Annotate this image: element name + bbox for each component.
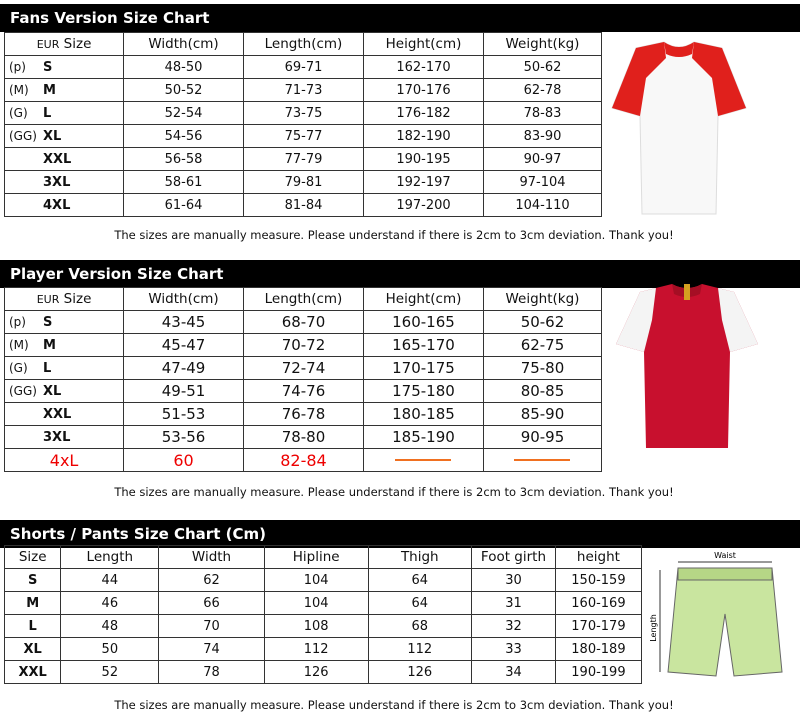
shorts-cell: 112 [368,638,472,661]
size-cell: (GG) XL [5,125,124,148]
weight-cell: 85-90 [483,403,601,426]
table-row [5,56,602,79]
size-cell: (p) S [5,56,124,79]
width-cell: 43-45 [124,311,244,334]
weight-cell: 62-75 [483,334,601,357]
player-title-bar: Player Version Size Chart [0,260,800,288]
fans-header-row [5,33,602,56]
shorts-cell: 78 [159,661,265,684]
size-cell: (G) L [5,357,124,380]
weight-cell: 62-78 [483,79,601,102]
width-cell: 61-64 [124,194,244,217]
shorts-cell: 190-199 [555,661,641,684]
shorts-cell: L [5,615,61,638]
shorts-cell: 64 [368,592,472,615]
shorts-cell: 32 [472,615,556,638]
shorts-cell: 50 [61,638,159,661]
header-thigh: Thigh [368,546,472,569]
length-cell: 81-84 [243,194,363,217]
header-weight: Weight(kg) [483,33,601,56]
width-cell: 49-51 [124,380,244,403]
shorts-cell: 62 [159,569,265,592]
height-cell: 162-170 [364,56,484,79]
table-row [5,171,602,194]
waist-label: Waist [714,551,736,560]
shorts-cell: 160-169 [555,592,641,615]
length-cell: 71-73 [243,79,363,102]
shorts-cell: 52 [61,661,159,684]
shorts-cell: 126 [368,661,472,684]
size-cell: 3XL [5,171,124,194]
header-width: Width [159,546,265,569]
shorts-title-bar: Shorts / Pants Size Chart (Cm) [0,520,800,548]
table-row [5,102,602,125]
table-row [5,569,642,592]
length-cell: 73-75 [243,102,363,125]
table-row [5,334,602,357]
highlight-size: 4xL [5,449,124,472]
player-highlight-row [5,449,602,472]
height-cell: 192-197 [364,171,484,194]
header-width: Width(cm) [124,33,244,56]
shorts-cell: 46 [61,592,159,615]
weight-cell: 83-90 [483,125,601,148]
header-hipline: Hipline [264,546,368,569]
header-weight: Weight(kg) [483,288,601,311]
weight-cell: 90-95 [483,426,601,449]
width-cell: 58-61 [124,171,244,194]
size-cell: 3XL [5,426,124,449]
table-row [5,426,602,449]
header-foot-girth: Foot girth [472,546,556,569]
length-cell: 72-74 [243,357,363,380]
shorts-cell: XL [5,638,61,661]
shorts-cell: 104 [264,569,368,592]
shorts-diagram [648,548,794,694]
shorts-cell: XXL [5,661,61,684]
width-cell: 54-56 [124,125,244,148]
table-row [5,194,602,217]
fans-title-bar: Fans Version Size Chart [0,4,800,32]
shorts-cell: 31 [472,592,556,615]
length-cell: 69-71 [243,56,363,79]
shorts-note: The sizes are manually measure. Please understand if there is 2cm to 3cm deviation. Thank you! [114,698,674,712]
header-eur-size: EUR Size [5,288,124,311]
height-cell: 182-190 [364,125,484,148]
header-length: Length [61,546,159,569]
table-row [5,357,602,380]
width-cell: 45-47 [124,334,244,357]
height-cell: 190-195 [364,148,484,171]
size-cell: (GG) XL [5,380,124,403]
length-cell: 74-76 [243,380,363,403]
width-cell: 48-50 [124,56,244,79]
table-row [5,661,642,684]
height-cell: 180-185 [364,403,484,426]
highlight-height-dash [364,449,484,472]
shorts-cell: 68 [368,615,472,638]
weight-cell: 75-80 [483,357,601,380]
shorts-cell: 170-179 [555,615,641,638]
height-cell: 176-182 [364,102,484,125]
length-cell: 77-79 [243,148,363,171]
shorts-cell: 104 [264,592,368,615]
shorts-cell: 74 [159,638,265,661]
weight-cell: 104-110 [483,194,601,217]
width-cell: 53-56 [124,426,244,449]
player-note: The sizes are manually measure. Please understand if there is 2cm to 3cm deviation. Thank you! [114,485,674,499]
shorts-cell: 33 [472,638,556,661]
header-width: Width(cm) [124,288,244,311]
shorts-cell: 48 [61,615,159,638]
fans-jersey-image [606,38,752,218]
weight-cell: 78-83 [483,102,601,125]
weight-cell: 50-62 [483,56,601,79]
highlight-width: 60 [124,449,244,472]
header-length: Length(cm) [243,33,363,56]
height-cell: 165-170 [364,334,484,357]
shorts-cell: 44 [61,569,159,592]
height-cell: 175-180 [364,380,484,403]
height-cell: 170-175 [364,357,484,380]
length-label: Length [649,614,658,642]
weight-cell: 80-85 [483,380,601,403]
table-row [5,79,602,102]
highlight-weight-dash [483,449,601,472]
shorts-cell: 108 [264,615,368,638]
shorts-cell: 70 [159,615,265,638]
shorts-header-row [5,546,642,569]
fans-size-table [4,32,602,217]
player-size-table [4,287,602,472]
highlight-length: 82-84 [243,449,363,472]
table-row [5,403,602,426]
header-length: Length(cm) [243,288,363,311]
shorts-cell: 66 [159,592,265,615]
weight-cell: 90-97 [483,148,601,171]
shorts-cell: 180-189 [555,638,641,661]
shorts-cell: S [5,569,61,592]
header-height: height [555,546,641,569]
length-cell: 76-78 [243,403,363,426]
size-cell: XXL [5,403,124,426]
weight-cell: 50-62 [483,311,601,334]
height-cell: 170-176 [364,79,484,102]
fans-note: The sizes are manually measure. Please understand if there is 2cm to 3cm deviation. Thank you! [114,228,674,242]
shorts-cell: 126 [264,661,368,684]
width-cell: 47-49 [124,357,244,380]
shorts-cell: 34 [472,661,556,684]
height-cell: 185-190 [364,426,484,449]
size-cell: (G) L [5,102,124,125]
table-row [5,592,642,615]
size-cell: 4XL [5,194,124,217]
width-cell: 50-52 [124,79,244,102]
table-row [5,638,642,661]
size-cell: XXL [5,148,124,171]
header-eur-size: EUR Size [5,33,124,56]
length-cell: 68-70 [243,311,363,334]
player-header-row [5,288,602,311]
header-height: Height(cm) [364,288,484,311]
width-cell: 52-54 [124,102,244,125]
player-jersey-image [612,280,762,452]
shorts-size-table [4,545,642,684]
width-cell: 56-58 [124,148,244,171]
header-size: Size [5,546,61,569]
table-row [5,311,602,334]
weight-cell: 97-104 [483,171,601,194]
size-cell: (M) M [5,334,124,357]
table-row [5,615,642,638]
length-cell: 75-77 [243,125,363,148]
length-cell: 78-80 [243,426,363,449]
table-row [5,380,602,403]
shorts-cell: 30 [472,569,556,592]
header-height: Height(cm) [364,33,484,56]
width-cell: 51-53 [124,403,244,426]
length-cell: 79-81 [243,171,363,194]
height-cell: 197-200 [364,194,484,217]
size-cell: (p) S [5,311,124,334]
height-cell: 160-165 [364,311,484,334]
shorts-cell: 150-159 [555,569,641,592]
size-cell: (M) M [5,79,124,102]
shorts-cell: M [5,592,61,615]
shorts-cell: 112 [264,638,368,661]
table-row [5,148,602,171]
shorts-cell: 64 [368,569,472,592]
table-row [5,125,602,148]
length-cell: 70-72 [243,334,363,357]
